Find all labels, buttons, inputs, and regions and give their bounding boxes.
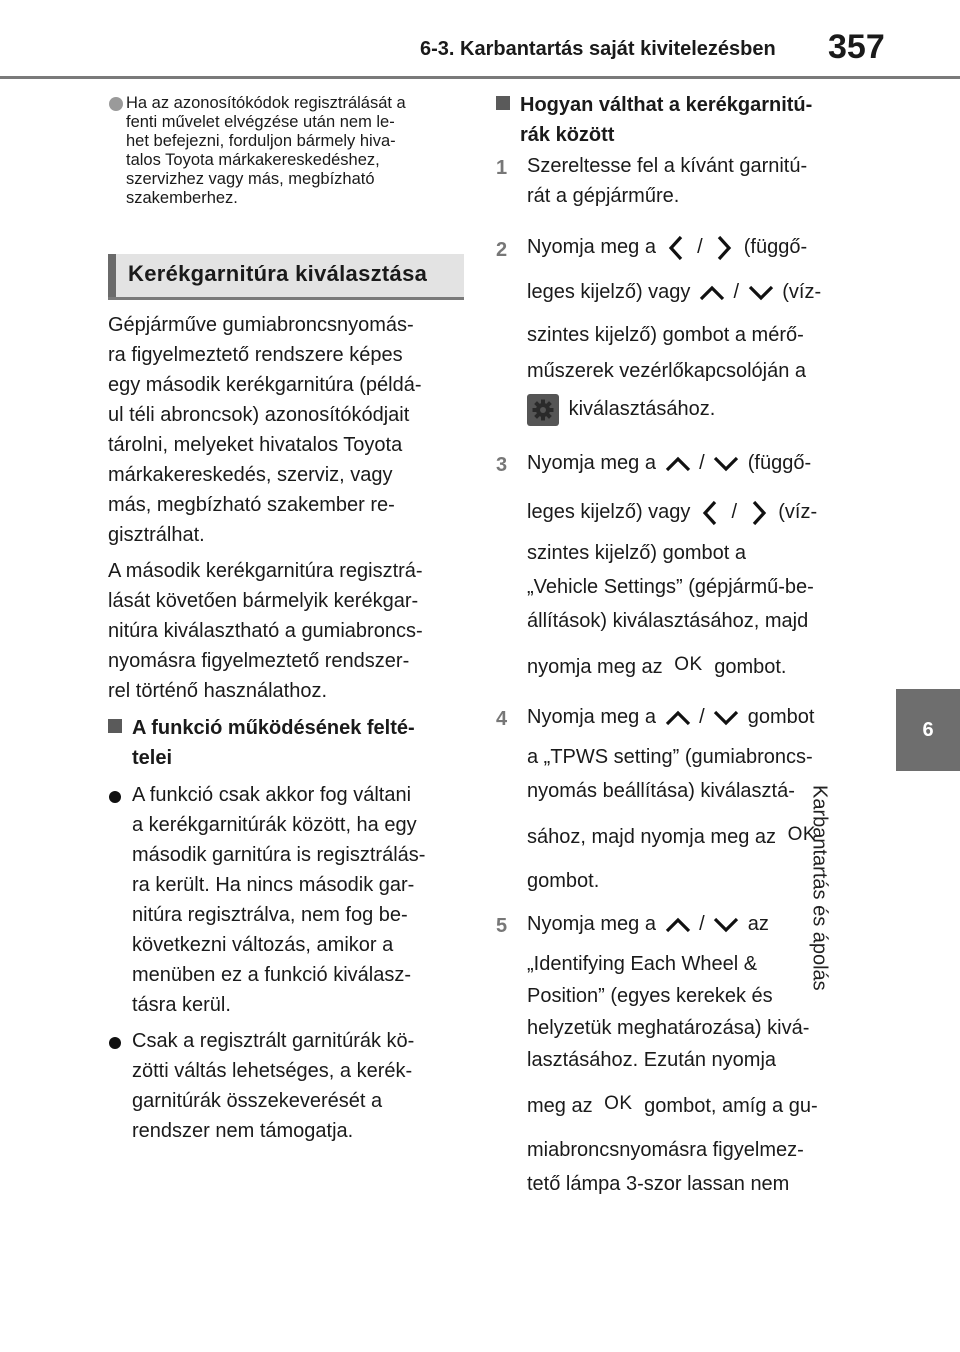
header-title: 6-3. Karbantartás saját kivitelezésben xyxy=(420,38,776,60)
step-text: leges kijelző) vagy xyxy=(527,501,691,523)
step-line: szintes kijelző) gombot a mérő- xyxy=(527,324,804,346)
settings-button-icon xyxy=(527,394,559,426)
note-line: szervizhez vagy más, megbízható xyxy=(126,170,375,188)
para-line: nyomásra figyelmeztető rendszer- xyxy=(108,650,410,672)
step-text: gombot, amíg a gu- xyxy=(644,1095,818,1117)
step-text: sához, majd nyomja meg az xyxy=(527,826,777,848)
para-line: tárolni, melyeket hivatalos Toyota xyxy=(108,434,403,456)
step-text: Nyomja meg a xyxy=(527,913,656,935)
bullet-dot-icon xyxy=(109,791,121,803)
section-heading-rule xyxy=(108,297,464,300)
step-number: 4 xyxy=(496,708,508,730)
step-1 xyxy=(527,151,867,211)
chevron-left-icon xyxy=(696,498,726,528)
step-line: helyzetük meghatározása) kivá- xyxy=(527,1017,810,1039)
note-line: fenti művelet elvégzése után nem le- xyxy=(126,113,395,131)
step-text: kiválasztásához. xyxy=(568,398,716,421)
step-5 xyxy=(527,909,867,1199)
subheading-line: Hogyan válthat a kerékgarnitú- xyxy=(520,94,813,116)
step-3 xyxy=(527,448,867,682)
step-number: 2 xyxy=(496,239,508,261)
step-text: leges kijelző) vagy xyxy=(527,281,691,303)
step-text: (víz- xyxy=(782,281,822,303)
slash-text: / xyxy=(699,706,705,728)
step-line: „Vehicle Settings” (gépjármű-be- xyxy=(527,576,814,598)
second-paragraph xyxy=(108,556,468,706)
step-line: miabroncsnyomásra figyelmez- xyxy=(527,1139,804,1161)
slash-text: / xyxy=(697,236,703,258)
note-line: talos Toyota márkakereskedéshez, xyxy=(126,151,380,169)
step-line: lasztásához. Ezután nyomja xyxy=(527,1049,777,1071)
chevron-down-icon xyxy=(710,452,742,476)
bullet-line: nitúra regisztrálva, nem fog be- xyxy=(132,904,408,926)
para-line: rel történő használathoz. xyxy=(108,680,328,702)
step-number: 1 xyxy=(496,157,508,179)
slash-text: / xyxy=(733,281,740,303)
bullet-line: Csak a regisztrált garnitúrák kö- xyxy=(132,1030,415,1052)
step-text: (függő- xyxy=(743,236,808,258)
step-text: Nyomja meg a xyxy=(527,452,656,474)
header-rule xyxy=(0,76,960,79)
bullet-line: tásra kerül. xyxy=(132,994,231,1016)
bullet-line: következni változás, amikor a xyxy=(132,934,394,956)
step-line: „Identifying Each Wheel & xyxy=(527,953,758,975)
slash-text: / xyxy=(731,501,738,523)
para-line: Gépjárműve gumiabroncsnyomás- xyxy=(108,314,414,336)
step-line: műszerek vezérlőkapcsolóján a xyxy=(527,360,807,382)
step-line: állítások) kiválasztásához, majd xyxy=(527,610,809,632)
subheading-line: A funkció működésének felté- xyxy=(132,717,415,739)
note-dot-icon xyxy=(109,97,123,111)
conditions-subheading xyxy=(108,713,468,773)
gear-icon xyxy=(531,398,555,422)
chevron-up-icon xyxy=(696,281,728,305)
bullet-line: a kerékgarnitúrák között, ha egy xyxy=(132,814,417,836)
para-line: más, megbízható szakember re- xyxy=(108,494,395,516)
chapter-label-text: Karbantartás és ápolás xyxy=(808,785,831,991)
note-line: Ha az azonosítókódok regisztrálását a xyxy=(126,94,406,112)
step-line: szintes kijelző) gombot a xyxy=(527,542,746,564)
bullet-line: rendszer nem támogatja. xyxy=(132,1120,354,1142)
subheading-line: telei xyxy=(132,747,173,769)
page-number: 357 xyxy=(828,28,885,66)
switch-subheading xyxy=(496,90,856,150)
section-heading-box xyxy=(108,254,464,298)
ok-button-icon: OK xyxy=(604,1093,633,1114)
bullet-line: ra került. Ha nincs második gar- xyxy=(132,874,415,896)
chevron-down-icon xyxy=(710,913,742,937)
bullet-line: menüben ez a funkció kiválasz- xyxy=(132,964,412,986)
step-line: nyomás beállítása) kiválasztá- xyxy=(527,780,795,802)
ok-button-icon: OK xyxy=(674,654,703,675)
step-text: gombot xyxy=(747,706,815,728)
para-line: lását követően bármelyik kerékgar- xyxy=(108,590,419,612)
step-text: Nyomja meg a xyxy=(527,236,656,258)
step-text: nyomja meg az xyxy=(527,656,663,678)
step-line: gombot. xyxy=(527,870,600,892)
para-line: ul téli abroncsok) azonosítókódjait xyxy=(108,404,410,426)
step-line: a „TPWS setting” (gumiabroncs- xyxy=(527,746,813,768)
bullet-line: garnitúrák összekeverését a xyxy=(132,1090,383,1112)
step-line: tető lámpa 3-szor lassan nem xyxy=(527,1173,790,1195)
chapter-tab: 6 xyxy=(896,689,960,771)
intro-paragraph xyxy=(108,310,468,550)
step-text: (víz- xyxy=(778,501,818,523)
ok-button-icon: OK xyxy=(787,824,817,845)
chevron-right-icon xyxy=(708,233,738,263)
chapter-side-label xyxy=(808,785,947,1005)
para-line: A második kerékgarnitúra regisztrá- xyxy=(108,560,423,582)
note-text xyxy=(126,94,476,208)
chevron-down-icon xyxy=(745,281,777,305)
step-text: gombot. xyxy=(714,656,787,678)
step-text: Nyomja meg a xyxy=(527,706,656,728)
square-bullet-icon xyxy=(108,719,122,733)
para-line: egy második kerékgarnitúra (példá- xyxy=(108,374,422,396)
para-line: ra figyelmeztető rendszere képes xyxy=(108,344,403,366)
note-line: het befejezni, forduljon bármely hiva- xyxy=(126,132,396,150)
chevron-up-icon xyxy=(662,913,694,937)
subheading-line: rák között xyxy=(520,124,615,146)
step-number: 3 xyxy=(496,454,508,476)
step-4 xyxy=(527,702,867,896)
step-text: meg az xyxy=(527,1095,593,1117)
bullet-line: második garnitúra is regisztrálás- xyxy=(132,844,426,866)
slash-text: / xyxy=(699,452,705,474)
bullet-dot-icon xyxy=(109,1037,121,1049)
bullet-item xyxy=(132,780,472,1020)
step-2 xyxy=(527,232,867,426)
square-bullet-icon xyxy=(496,96,510,110)
step-line: Position” (egyes kerekek és xyxy=(527,985,773,1007)
para-line: gisztrálhat. xyxy=(108,524,205,546)
bullet-line: zötti váltás lehetséges, a kerék- xyxy=(132,1060,413,1082)
chevron-up-icon xyxy=(662,452,694,476)
step-text: az xyxy=(747,913,769,935)
bullet-line: A funkció csak akkor fog váltani xyxy=(132,784,412,806)
step-line: rát a gépjárműre. xyxy=(527,185,680,207)
bullet-item xyxy=(132,1026,472,1146)
slash-text: / xyxy=(699,913,705,935)
para-line: nitúra kiválasztható a gumiabroncs- xyxy=(108,620,423,642)
step-line: Szereltesse fel a kívánt garnitú- xyxy=(527,155,808,177)
chevron-down-icon xyxy=(710,706,742,730)
step-number: 5 xyxy=(496,915,508,937)
chevron-left-icon xyxy=(662,233,692,263)
chevron-up-icon xyxy=(662,706,694,730)
step-text: (függő- xyxy=(747,452,812,474)
section-heading: Kerékgarnitúra kiválasztása xyxy=(128,261,428,286)
note-line: szakemberhez. xyxy=(126,189,238,207)
chevron-right-icon xyxy=(743,498,773,528)
para-line: márkakereskedés, szerviz, vagy xyxy=(108,464,393,486)
